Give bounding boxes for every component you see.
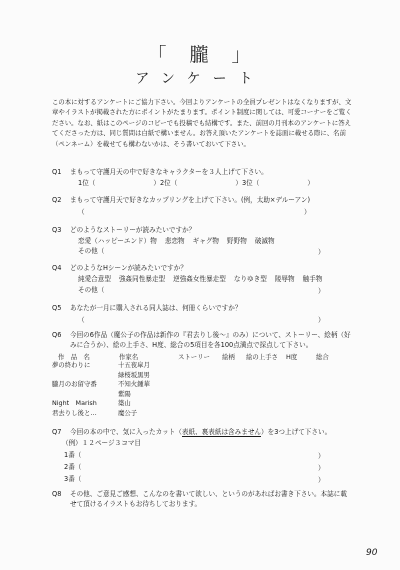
author-name: 築山 xyxy=(118,399,131,408)
question-text-underlined: 表紙、裏表紙は含みません xyxy=(181,428,262,436)
col-header: 絵柄 xyxy=(222,353,235,361)
rank-2[interactable]: ）2位（ xyxy=(153,179,178,187)
question-number: Q2 xyxy=(52,196,62,204)
page-subtitle: アンケート xyxy=(135,71,265,87)
question-1 xyxy=(52,167,268,177)
question-text: ）を3つ上げて下さい。 xyxy=(261,428,332,436)
q4-other-close: ） xyxy=(318,287,325,295)
q5-answer-open[interactable]: （ xyxy=(78,316,85,324)
rank-3[interactable]: ）3位（ xyxy=(235,179,260,187)
question-7 xyxy=(52,427,331,437)
page-number: 90 xyxy=(366,548,378,558)
q7-slot-3[interactable]: 3番（ xyxy=(64,475,82,483)
author-name: 緑桜坂黒男 xyxy=(118,370,150,379)
question-text: どのようなHシーンが読みたいですか？ xyxy=(70,264,187,272)
question-3 xyxy=(52,225,195,235)
work-title: 夢の終わりに xyxy=(52,361,91,369)
question-number: Q1 xyxy=(52,168,62,176)
author-name: 紫陽 xyxy=(118,389,131,398)
col-header: 絵の上手さ xyxy=(246,353,278,361)
question-number: Q3 xyxy=(52,226,62,234)
question-2 xyxy=(52,195,310,205)
q4-other[interactable]: その他（ xyxy=(78,286,105,294)
option[interactable]: 陵辱物 xyxy=(274,275,295,283)
question-6 xyxy=(52,330,352,351)
option[interactable]: 野野物 xyxy=(227,237,247,245)
question-number: Q5 xyxy=(52,304,62,312)
q7-slot-close: ） xyxy=(318,452,325,460)
work-title: 朧月のお留守番 xyxy=(52,380,97,389)
rank-close: ） xyxy=(307,179,314,187)
q2-answer-open[interactable]: （ xyxy=(78,208,85,216)
question-text: 今回の本の中で、気に入ったカット（ xyxy=(70,428,182,436)
question-number: Q4 xyxy=(52,264,62,272)
q1-answer-line xyxy=(78,178,314,188)
q3-other-close: ） xyxy=(318,248,325,256)
option[interactable]: 恋愛（ハッピーエンド）物 xyxy=(78,237,157,245)
question-text: まもって守護月天で好きなカップリングを上げて下さい。(例，太助×デルーアン) xyxy=(70,196,311,204)
option[interactable]: なりゆき型 xyxy=(233,275,267,283)
question-text: あなたが一月に購入される同人誌は、何冊くらいですか？ xyxy=(70,304,242,312)
q3-other[interactable]: その他（ xyxy=(78,247,105,255)
question-5 xyxy=(52,303,241,313)
option[interactable]: 強姦同性暴走型 xyxy=(118,275,166,283)
q4-options xyxy=(78,274,330,284)
q7-slot-close: ） xyxy=(318,464,325,472)
option[interactable]: 逆強姦女性暴走型 xyxy=(173,275,226,283)
question-text: まもって守護月天の中で好きなキャラクターを３人上げて下さい。 xyxy=(70,168,268,176)
question-number: Q7 xyxy=(52,428,62,436)
question-text: どのようなストーリーが読みたいですか？ xyxy=(70,226,196,234)
q3-options xyxy=(78,236,283,246)
question-number: Q6 xyxy=(52,331,62,339)
option[interactable]: 悲恋物 xyxy=(164,237,185,245)
question-text: 今回の6作品（魔公子の作品は新作の『君去りし後～』のみ）について、ストーリー、絵柄（好みに合うか）、絵の上手さ、H度、総合の5項目を各100点満点で採点して下さい。 xyxy=(70,331,351,350)
author-name: 十五夜皐月 xyxy=(118,361,150,369)
q7-slot-close: ） xyxy=(318,476,325,484)
page-title: 「 朧 」 xyxy=(147,44,253,66)
author-name: 不知火鍾華 xyxy=(118,380,150,389)
option[interactable]: 破滅物 xyxy=(254,237,275,245)
col-header: H度 xyxy=(286,353,298,361)
q7-slot-1[interactable]: 1番（ xyxy=(64,451,82,459)
question-text: その他、ご意見ご感想、こんなのを書いて欲しい、というのがあればお書き下さい。本誌に載せて頂けるイラストもお待ちしております。 xyxy=(70,490,347,509)
q7-example: （例）１２ページ３コマ目 xyxy=(62,439,141,447)
q7-slot-2[interactable]: 2番（ xyxy=(64,463,82,471)
q2-answer-close: ） xyxy=(304,208,311,216)
intro-paragraph: この本に対するアンケートにご協力下さい。今回よりアンケートの全員プレゼントはなくなりますが、文章やイラストが掲載された方にポイントがたまります。ポイント制度に関しては、可愛コーナーをご覧ください。なお、紙はこのページのコピーでも投稿でも結構です。また、前回の月刊本のアンケートに答えてくださった方は、同じ質問は白紙で構いません。お答え頂いたアンケートを誌面に載せる際に、名前（ペンネーム）を載せても構わないかは、そう書いておいて下さい。 xyxy=(52,98,352,148)
work-title: Night Marish xyxy=(52,399,97,408)
question-number: Q8 xyxy=(52,490,62,498)
col-header: 作家名 xyxy=(119,353,139,361)
col-header: 総合 xyxy=(316,353,329,361)
q5-answer-close: ） xyxy=(318,316,325,324)
rank-1[interactable]: 1位（ xyxy=(78,179,96,187)
question-8 xyxy=(52,489,352,510)
option[interactable]: ギャグ物 xyxy=(192,237,220,245)
question-4 xyxy=(52,263,187,273)
work-title: 君去りし後と… xyxy=(52,408,97,417)
author-name: 魔公子 xyxy=(118,408,138,417)
col-header: ストーリー xyxy=(178,353,210,361)
option[interactable]: 純愛合意型 xyxy=(78,275,111,283)
col-header: 作 品 名 xyxy=(58,353,90,361)
option[interactable]: 触手物 xyxy=(302,275,323,283)
